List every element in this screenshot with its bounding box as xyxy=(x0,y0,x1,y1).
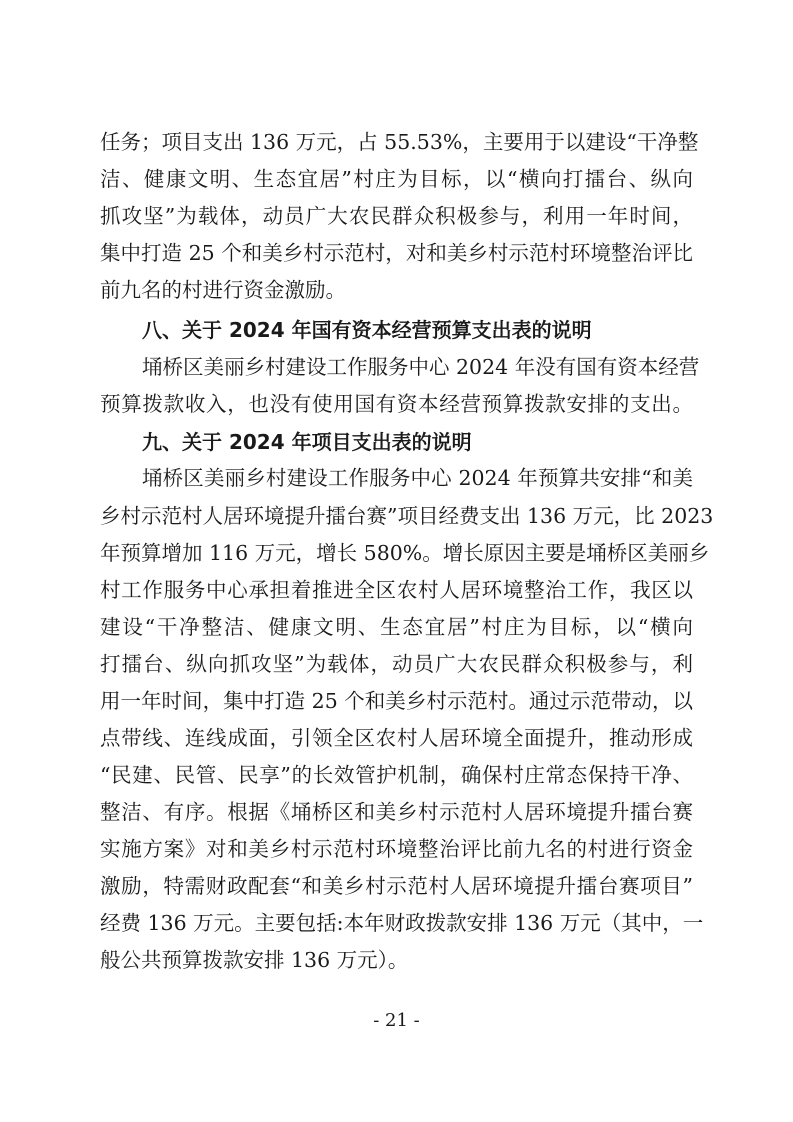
text-line: 年预算增加 116 万元，增长 580%。增长原因主要是埇桥区美丽乡 xyxy=(100,541,710,565)
text-line: 激励，特需财政配套“和美乡村示范村人居环境提升擂台赛项目” xyxy=(100,874,693,898)
text-line: 任务；项目支出 136 万元，占 55.53%，主要用于以建设“干净整 xyxy=(100,130,699,154)
text-line: 预算拨款收入，也没有使用国有资本经营预算拨款安排的支出。 xyxy=(100,392,693,416)
text-line: 打擂台、纵向抓攻坚”为载体，动员广大农民群众积极参与，利 xyxy=(100,652,693,676)
text-line: 集中打造 25 个和美乡村示范村，对和美乡村示范村环境整治评比 xyxy=(100,241,693,265)
text-line: 乡村示范村人居环境提升擂台赛”项目经费支出 136 万元，比 2023 xyxy=(100,504,714,528)
text-line: 实施方案》对和美乡村示范村环境整治评比前九名的村进行资金 xyxy=(100,837,693,861)
text-line: 般公共预算拨款安排 136 万元）。 xyxy=(100,948,409,972)
text-line: “民建、民管、民享”的长效管护机制，确保村庄常态保持干净、 xyxy=(100,763,693,787)
text-line: 建设“干净整洁、健康文明、生态宜居”村庄为目标，以“横向 xyxy=(100,615,693,639)
text-line: 埇桥区美丽乡村建设工作服务中心 2024 年预算共安排“和美 xyxy=(142,466,693,490)
text-line: 村工作服务中心承担着推进全区农村人居环境整治工作，我区以 xyxy=(100,578,693,602)
text-line: 用一年时间，集中打造 25 个和美乡村示范村。通过示范带动，以 xyxy=(100,689,693,713)
text-line: 埇桥区美丽乡村建设工作服务中心 2024 年没有国有资本经营 xyxy=(142,355,700,379)
page-number: - 21 - xyxy=(373,1010,420,1031)
text-line: 点带线、连线成面，引领全区农村人居环境全面提升，推动形成 xyxy=(100,726,693,750)
section-9-heading: 九、关于 2024 年项目支出表的说明 xyxy=(142,430,472,454)
section-8-heading: 八、关于 2024 年国有资本经营预算支出表的说明 xyxy=(142,318,592,342)
text-line: 前九名的村进行资金激励。 xyxy=(100,278,346,302)
text-line: 洁、健康文明、生态宜居”村庄为目标，以“横向打擂台、纵向 xyxy=(100,167,693,191)
text-line: 整洁、有序。根据《埇桥区和美乡村示范村人居环境提升擂台赛 xyxy=(100,800,693,824)
text-line: 经费 136 万元。主要包括:本年财政拨款安排 136 万元（其中，一 xyxy=(100,911,704,935)
text-line: 抓攻坚”为载体，动员广大农民群众积极参与，利用一年时间， xyxy=(100,204,693,228)
